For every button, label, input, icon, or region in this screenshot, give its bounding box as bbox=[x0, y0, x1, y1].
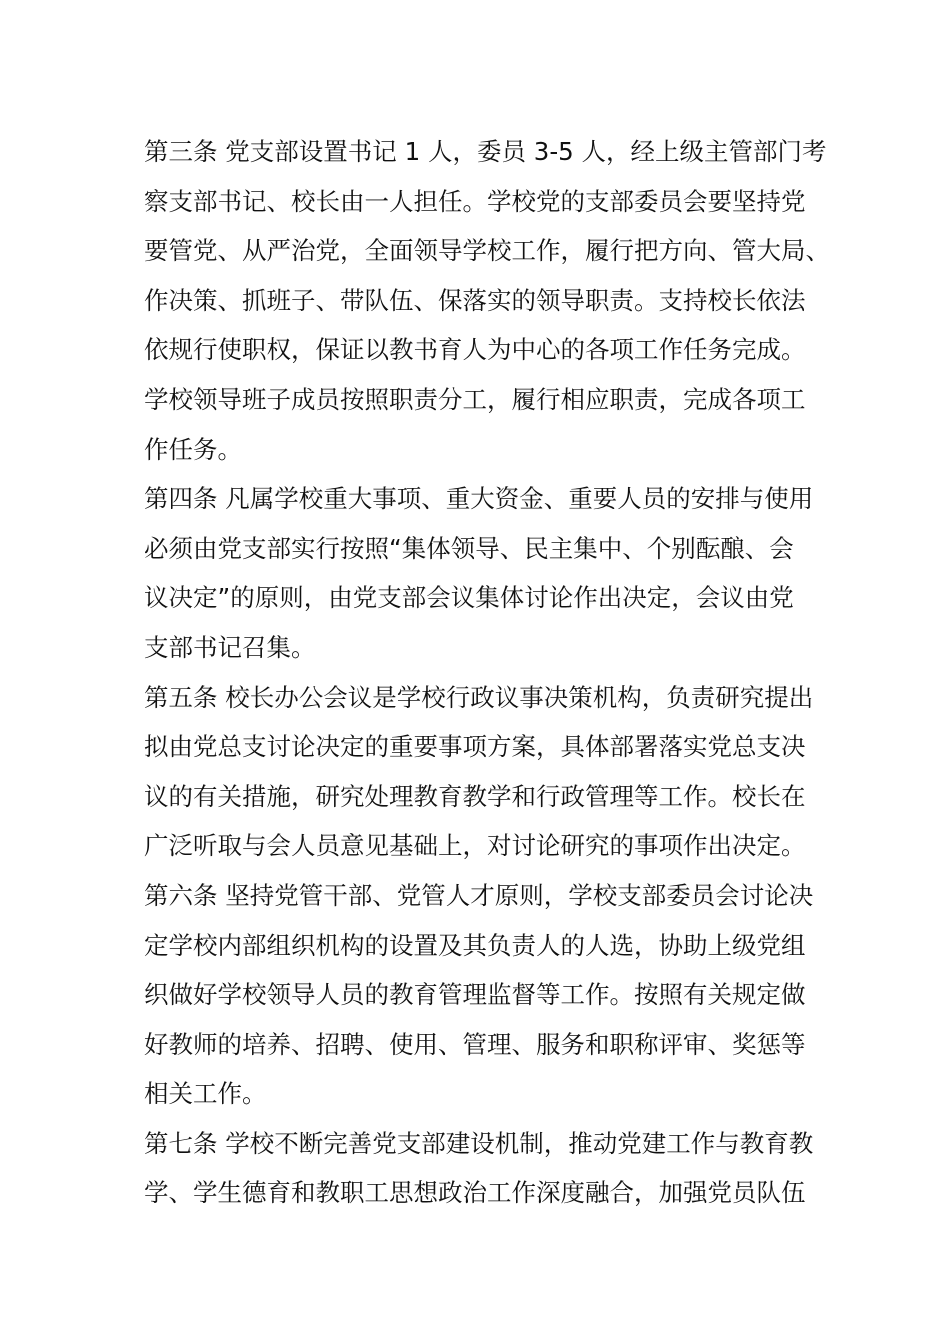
text-line: 要管党、从严治党，全面领导学校工作，履行把方向、管大局、 bbox=[144, 236, 830, 266]
text-line: 议的有关措施，研究处理教育教学和行政管理等工作。校长在 bbox=[144, 781, 806, 811]
text-line: 依规行使职权，保证以教书育人为中心的各项工作任务完成。 bbox=[144, 335, 806, 365]
text-line: 广泛听取与会人员意见基础上，对讨论研究的事项作出决定。 bbox=[144, 831, 806, 861]
text-line: 支部书记召集。 bbox=[144, 632, 316, 662]
text-line: 织做好学校领导人员的教育管理监督等工作。按照有关规定做 bbox=[144, 980, 806, 1010]
text-line: 作任务。 bbox=[144, 434, 242, 464]
text-line: 学校领导班子成员按照职责分工，履行相应职责，完成各项工 bbox=[144, 384, 806, 414]
text-line: 定学校内部组织机构的设置及其负责人的人选，协助上级党组 bbox=[144, 930, 806, 960]
text-line: 好教师的培养、招聘、使用、管理、服务和职称评审、奖惩等 bbox=[144, 1029, 806, 1059]
text-line: 作决策、抓班子、带队伍、保落实的领导职责。支持校长依法 bbox=[144, 285, 806, 315]
document-body bbox=[144, 127, 830, 1218]
text-line: 议决定”的原则，由党支部会议集体讨论作出决定，会议由党 bbox=[144, 583, 794, 613]
text-line: 拟由党总支讨论决定的重要事项方案，具体部署落实党总支决 bbox=[144, 732, 806, 762]
text-line: 第三条 党支部设置书记 1 人，委员 3-5 人，经上级主管部门考 bbox=[144, 137, 827, 166]
text-line: 第七条 学校不断完善党支部建设机制，推动党建工作与教育教 bbox=[144, 1128, 814, 1158]
text-line: 必须由党支部实行按照“集体领导、民主集中、个别酝酿、会 bbox=[144, 533, 794, 563]
text-line: 第五条 校长办公会议是学校行政议事决策机构，负责研究提出 bbox=[144, 682, 814, 712]
text-line: 学、学生德育和教职工思想政治工作深度融合，加强党员队伍 bbox=[144, 1178, 806, 1208]
text-line: 相关工作。 bbox=[144, 1079, 267, 1109]
text-line: 第四条 凡属学校重大事项、重大资金、重要人员的安排与使用 bbox=[144, 484, 814, 514]
text-line: 察支部书记、校长由一人担任。学校党的支部委员会要坚持党 bbox=[144, 186, 806, 216]
text-line: 第六条 坚持党管干部、党管人才原则，学校支部委员会讨论决 bbox=[144, 880, 814, 910]
